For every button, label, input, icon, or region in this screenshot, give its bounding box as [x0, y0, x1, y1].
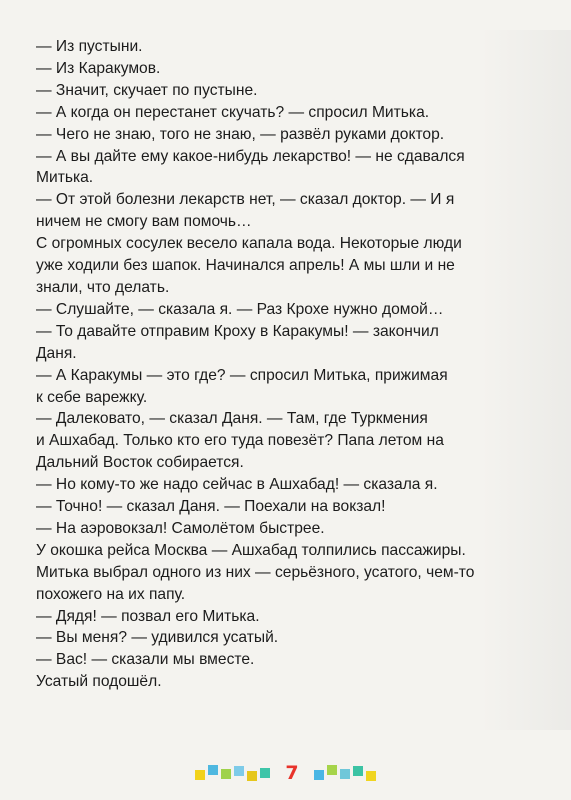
decorative-square	[208, 765, 218, 775]
text-line: — То давайте отправим Кроху в Каракумы! — закончил	[36, 322, 439, 340]
text-line: ничем не смогу вам помочь…	[36, 213, 252, 231]
story-text	[36, 36, 541, 693]
text-line: У окошка рейса Москва — Ашхабад толпились пассажиры.	[36, 541, 466, 559]
decorative-square	[260, 768, 270, 778]
text-line: — Из Каракумов.	[36, 59, 161, 77]
text-line: — А Каракумы — это где? — спросил Митька, прижимая	[36, 366, 448, 384]
decorative-square	[314, 770, 324, 780]
text-line: — Слушайте, — сказала я. — Раз Крохе нужно домой…	[36, 300, 444, 318]
text-line: — Из пустыни.	[36, 38, 143, 55]
text-line: — Значит, скучает по пустыне.	[36, 81, 258, 99]
text-line: — Дядя! — позвал его Митька.	[36, 607, 260, 625]
text-line: — На аэровокзал! Самолётом быстрее.	[36, 519, 325, 537]
text-line: — Вас! — сказали мы вместе.	[36, 651, 255, 669]
decorative-square	[234, 766, 244, 776]
decorative-square	[340, 769, 350, 779]
decorative-squares-right	[313, 768, 378, 778]
text-line: С огромных сосулек весело капала вода. Некоторые люди	[36, 235, 462, 253]
text-line: — А вы дайте ему какое-нибудь лекарство! — не сдавался	[36, 147, 465, 165]
text-line: — Вы меня? — удивился усатый.	[36, 629, 279, 647]
page-footer	[0, 756, 571, 790]
text-line: Дальний Восток собирается.	[36, 454, 244, 472]
text-line: — Но кому-то же надо сейчас в Ашхабад! — сказала я.	[36, 476, 438, 494]
decorative-square	[221, 769, 231, 779]
decorative-square	[247, 771, 257, 781]
text-line: — От этой болезни лекарств нет, — сказал доктор. — И я	[36, 191, 455, 209]
text-line: Митька выбрал одного из них — серьёзного, усатого, чем-то	[36, 563, 475, 581]
text-line: знали, что делать.	[36, 278, 170, 296]
text-line: Митька.	[36, 169, 94, 187]
text-line: похожего на их папу.	[36, 585, 186, 603]
text-line: — Точно! — сказал Даня. — Поехали на вокзал!	[36, 498, 386, 516]
page-number: 7	[285, 761, 299, 784]
decorative-square	[195, 770, 205, 780]
text-line: — Далековато, — сказал Даня. — Там, где Туркмения	[36, 410, 428, 428]
text-line: к себе варежку.	[36, 388, 148, 406]
text-line: и Ашхабад. Только кто его туда повезёт? Папа летом на	[36, 432, 444, 450]
decorative-square	[327, 765, 337, 775]
text-line: — Чего не знаю, того не знаю, — развёл руками доктор.	[36, 125, 445, 143]
decorative-square	[366, 771, 376, 781]
text-line: Усатый подошёл.	[36, 673, 162, 691]
text-line: Даня.	[36, 344, 77, 362]
decorative-squares-left	[193, 768, 271, 778]
text-line: — А когда он перестанет скучать? — спросил Митька.	[36, 103, 430, 121]
decorative-square	[353, 766, 363, 776]
text-line: уже ходили без шапок. Начинался апрель! А мы шли и не	[36, 257, 455, 275]
